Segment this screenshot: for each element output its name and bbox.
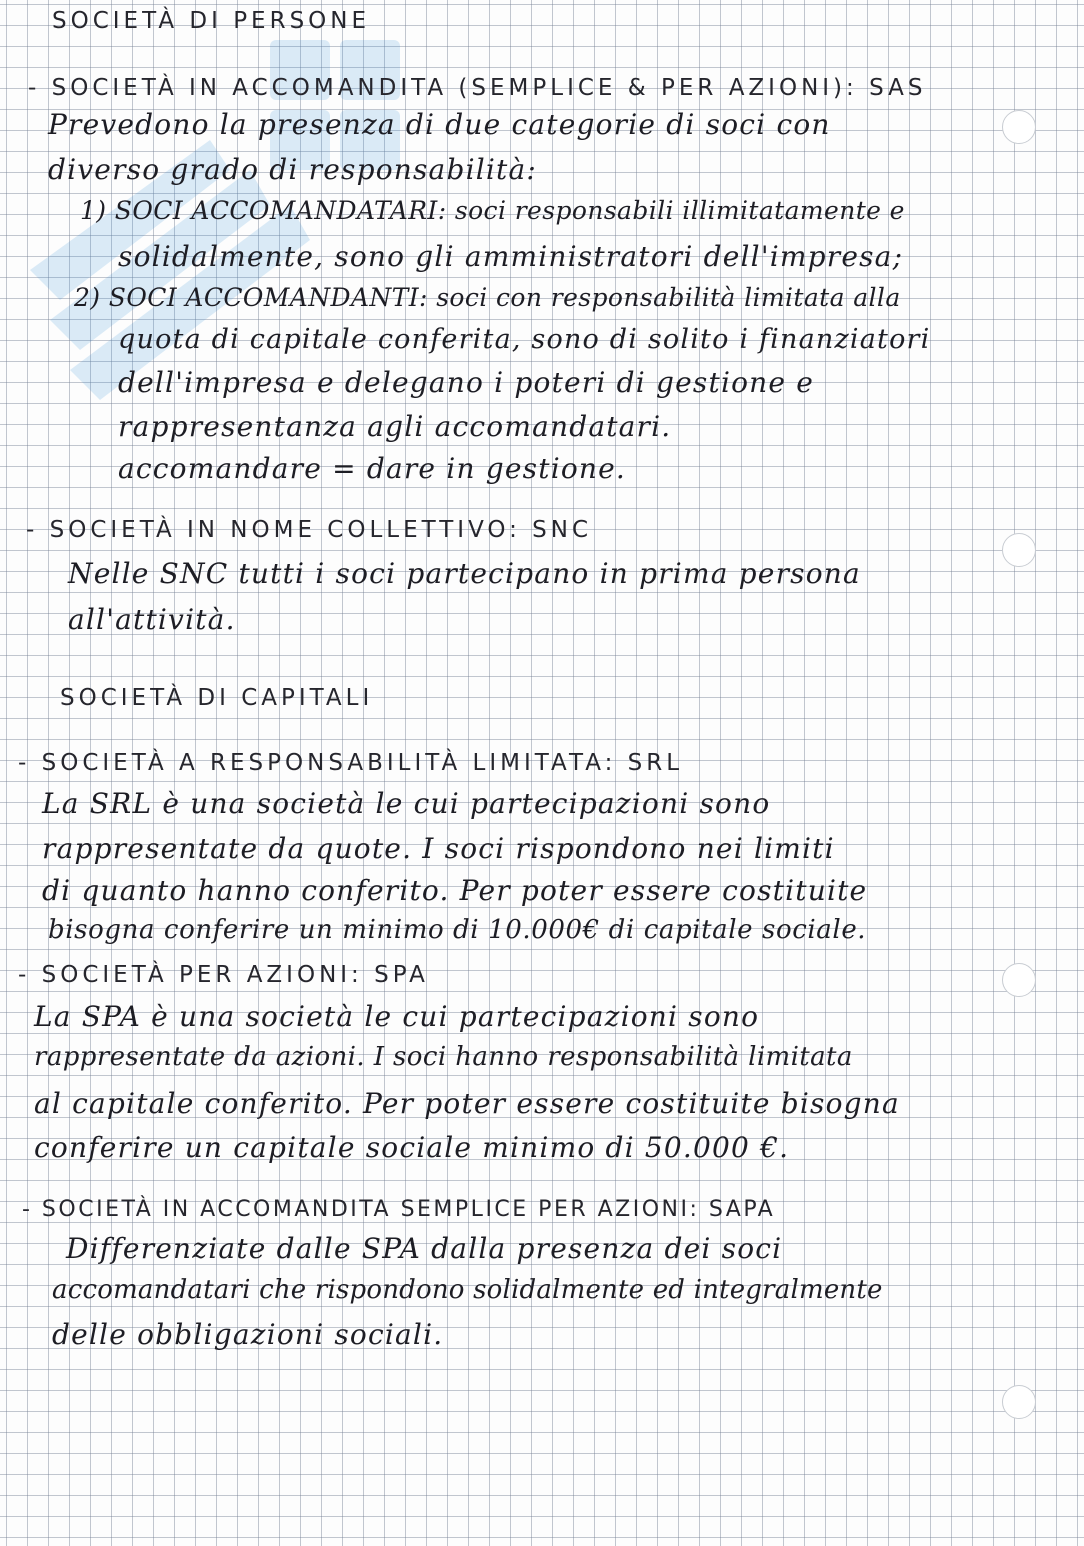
note-line: dell'impresa e delegano i poteri di gestione e [118, 366, 815, 399]
note-line: rappresentate da quote. I soci rispondono nei limiti [42, 832, 835, 865]
heading-societa-di-persone: SOCIETÀ DI PERSONE [52, 8, 371, 34]
binder-hole [1002, 1385, 1036, 1419]
binder-hole [1002, 110, 1036, 144]
binder-hole [1002, 533, 1036, 567]
heading-spa: - SOCIETÀ PER AZIONI: SPA [18, 962, 429, 988]
note-line: all'attività. [68, 603, 236, 636]
note-line: conferire un capitale sociale minimo di 50.000 €. [34, 1131, 790, 1164]
heading-sapa: - SOCIETÀ IN ACCOMANDITA SEMPLICE PER AZIONI: SAPA [22, 1197, 776, 1222]
note-line: bisogna conferire un minimo di 10.000€ di capitale sociale. [48, 915, 867, 945]
note-line: La SRL è una società le cui partecipazioni sono [42, 787, 771, 820]
heading-snc: - SOCIETÀ IN NOME COLLETTIVO: SNC [26, 517, 593, 543]
note-line: diverso grado di responsabilità: [48, 153, 538, 186]
note-line: rappresentanza agli accomandatari. [118, 410, 672, 443]
note-line: Nelle SNC tutti i soci partecipano in prima persona [68, 557, 861, 590]
note-line: Prevedono la presenza di due categorie di soci con [48, 108, 831, 141]
binder-hole [1002, 963, 1036, 997]
note-line: quota di capitale conferita, sono di solito i finanziatori [118, 324, 931, 355]
heading-sas: - SOCIETÀ IN ACCOMANDITA (SEMPLICE & PER AZIONI): SAS [28, 75, 927, 101]
note-line: La SPA è una società le cui partecipazioni sono [34, 1000, 760, 1033]
heading-societa-di-capitali: SOCIETÀ DI CAPITALI [60, 685, 374, 711]
note-line: al capitale conferito. Per poter essere costituite bisogna [34, 1087, 900, 1120]
note-line: 2) SOCI ACCOMANDANTI: soci con responsabilità limitata alla [74, 283, 901, 312]
note-line: accomandatari che rispondono solidalmente ed integralmente [52, 1275, 883, 1305]
note-line: di quanto hanno conferito. Per poter essere costituite [42, 874, 868, 907]
note-line: accomandare = dare in gestione. [118, 452, 627, 485]
note-line: delle obbligazioni sociali. [52, 1318, 444, 1351]
note-line: Differenziate dalle SPA dalla presenza dei soci [66, 1232, 783, 1265]
heading-srl: - SOCIETÀ A RESPONSABILITÀ LIMITATA: SRL [18, 750, 684, 776]
note-line: 1) SOCI ACCOMANDATARI: soci responsabili illimitatamente e [80, 196, 905, 225]
note-line: rappresentate da azioni. I soci hanno responsabilità limitata [34, 1042, 853, 1072]
note-line: solidalmente, sono gli amministratori dell'impresa; [118, 240, 904, 273]
